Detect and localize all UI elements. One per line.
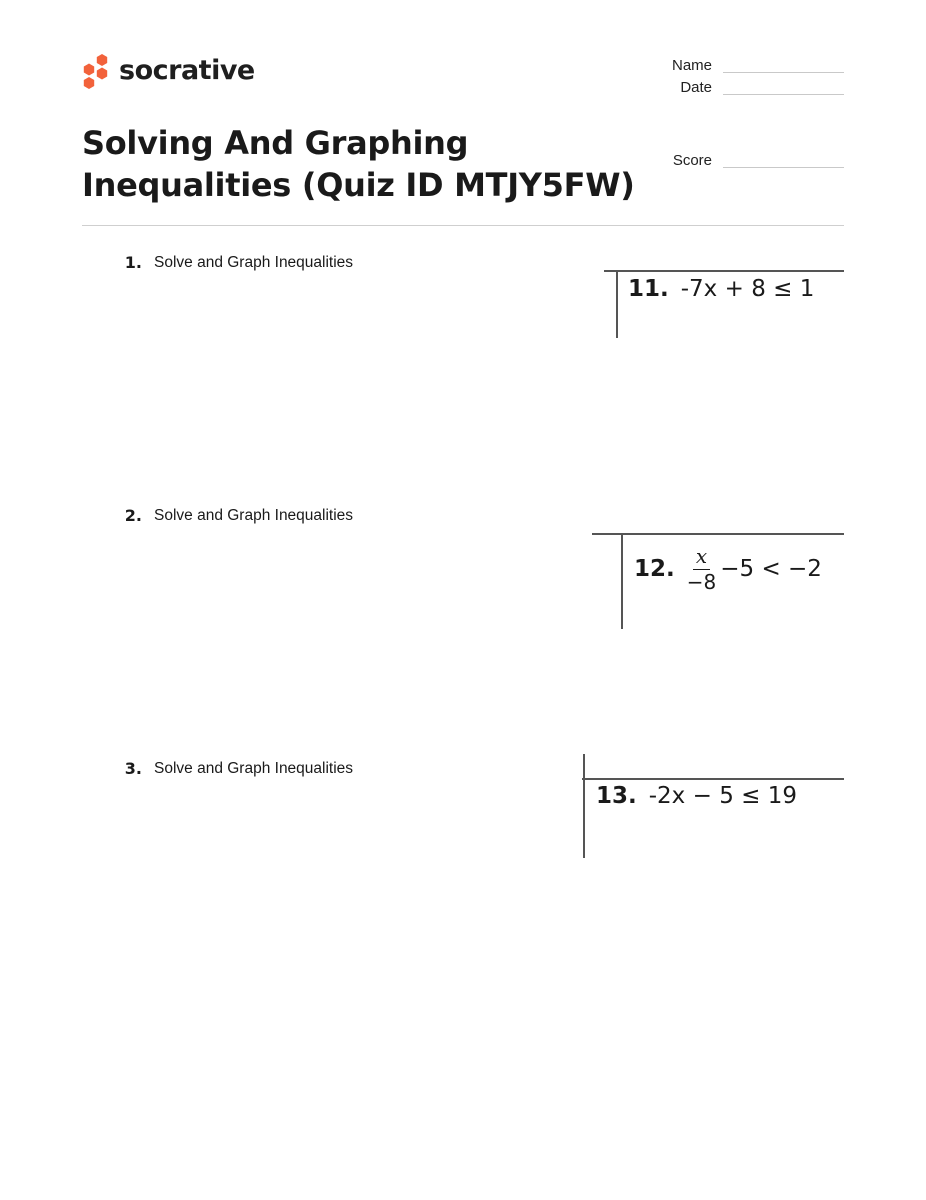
fraction-numerator: x [693, 545, 710, 570]
socrative-logo [82, 53, 255, 89]
fraction [687, 545, 716, 593]
question-number: 3. [124, 759, 142, 778]
problem-image [604, 270, 844, 340]
problem-image [592, 533, 844, 631]
name-label: Name [671, 57, 712, 74]
problem-expression: -7x + 8 ≤ 1 [680, 276, 815, 302]
problem-number: 13. [596, 783, 637, 809]
problem-number: 12. [634, 556, 675, 582]
brand-name: socrative [119, 54, 255, 86]
date-field-line[interactable] [723, 94, 844, 95]
question-number: 1. [124, 253, 142, 272]
problem-image [582, 754, 844, 860]
name-field-line[interactable] [723, 72, 844, 73]
date-label: Date [680, 79, 712, 96]
score-label: Score [672, 152, 712, 169]
question-text: Solve and Graph Inequalities [154, 507, 354, 524]
problem-expression: -2x − 5 ≤ 19 [648, 783, 797, 809]
problem-number: 11. [628, 276, 669, 302]
question-text: Solve and Graph Inequalities [154, 760, 354, 777]
score-field-line[interactable] [723, 167, 844, 168]
question-text: Solve and Graph Inequalities [154, 254, 354, 271]
hexagon-cluster-icon [82, 53, 109, 89]
header-divider [82, 225, 844, 226]
page-title: Solving And Graphing Inequalities (Quiz ID MTJY5FW) [82, 124, 635, 204]
problem-expression: −5 < −2 [720, 556, 822, 582]
question-number: 2. [124, 506, 142, 525]
fraction-denominator: −8 [686, 570, 717, 594]
